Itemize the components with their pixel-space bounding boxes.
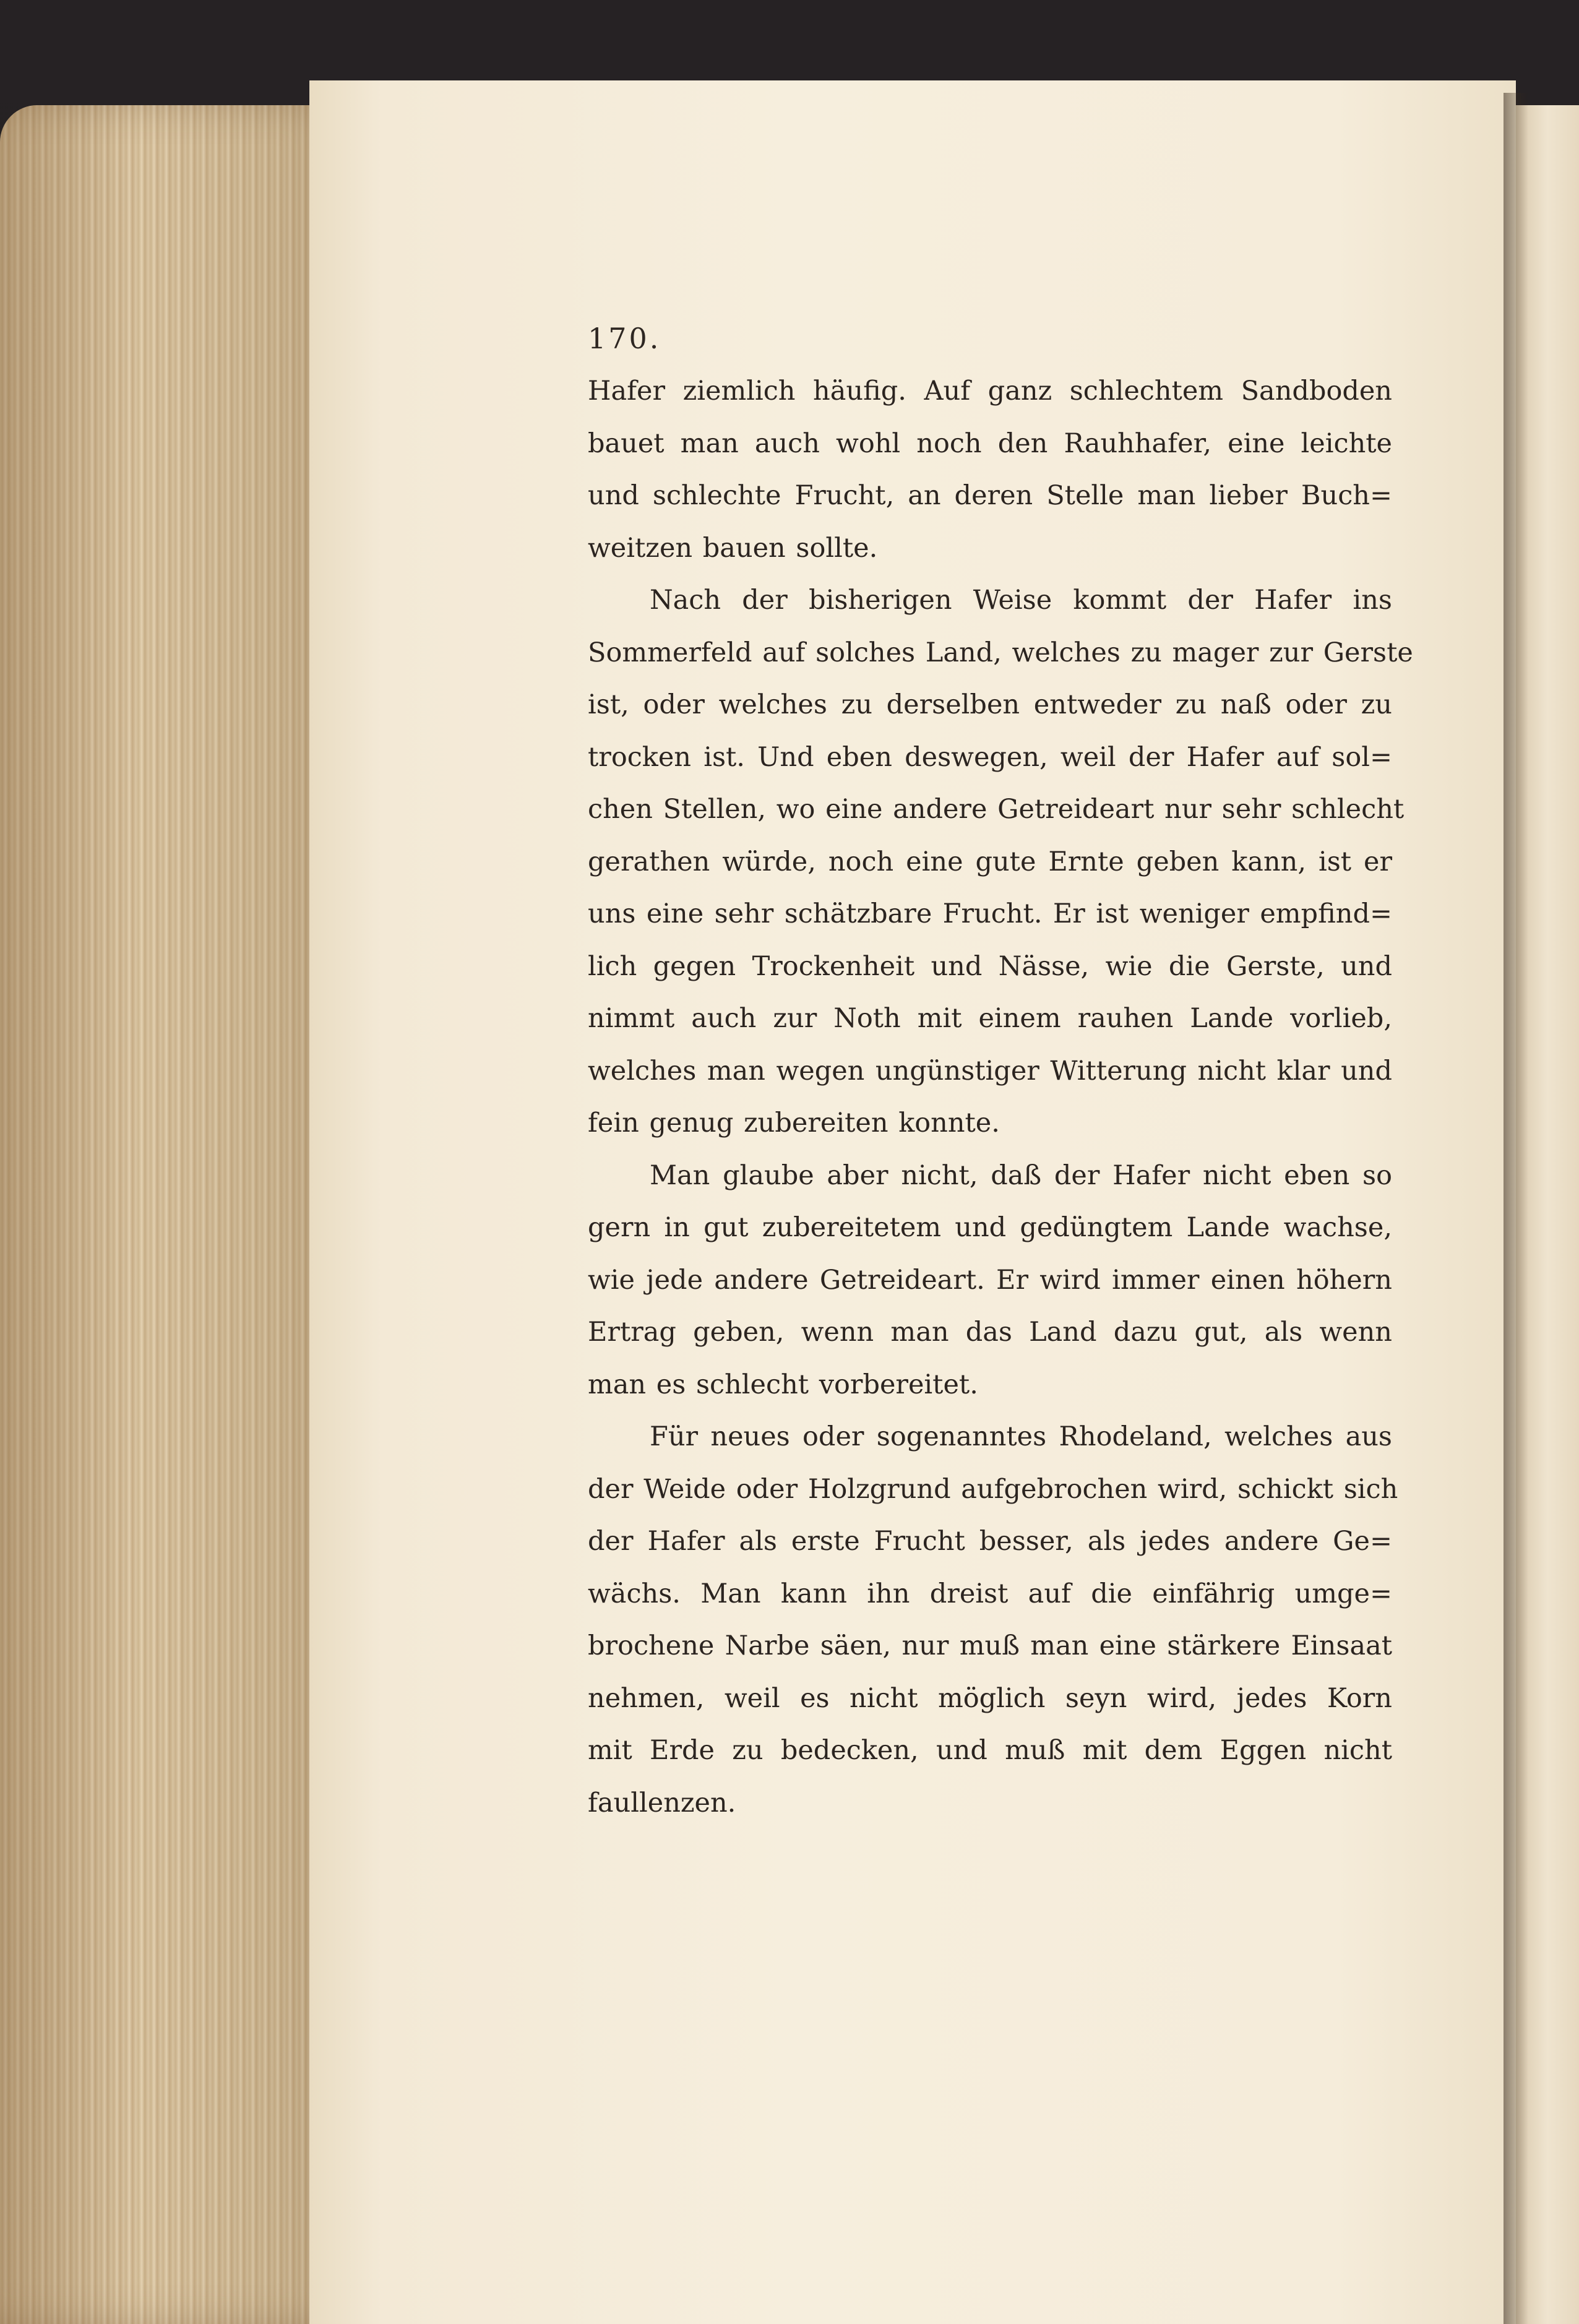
text-line: chen Stellen, wo eine andere Getreideart nur sehr schlecht <box>588 794 1405 825</box>
page-edges <box>0 105 346 2324</box>
text-line: gerathen würde, noch eine gute Ernte geben kann, ist er <box>588 846 1392 877</box>
text-line: Für neues oder sogenanntes Rhodeland, welches aus <box>650 1421 1392 1452</box>
paragraphs <box>588 365 1413 1829</box>
text-line: ist, oder welches zu derselben entweder zu naß oder zu <box>588 689 1392 720</box>
paragraph <box>588 1150 1392 1411</box>
text-line: Nach der bisherigen Weise kommt der Hafer ins <box>650 585 1392 616</box>
text-line: uns eine sehr schätzbare Frucht. Er ist weniger empfind= <box>588 898 1392 929</box>
text-line: fein genug zubereiten konnte. <box>588 1108 1000 1138</box>
text-line: brochene Narbe säen, nur muß man eine stärkere Einsaat <box>588 1630 1392 1661</box>
paragraph <box>588 574 1413 1150</box>
text-line: mit Erde zu bedecken, und muß mit dem Eggen nicht <box>588 1735 1392 1766</box>
text-line: lich gegen Trockenheit und Nässe, wie die Gerste, und <box>588 950 1392 982</box>
text-line: weitzen bauen sollte. <box>588 532 878 564</box>
text-line: Ertrag geben, wenn man das Land dazu gut, als wenn <box>588 1317 1392 1348</box>
page-text <box>588 322 1413 1829</box>
text-line: welches man wegen ungünstiger Witterung nicht klar und <box>588 1055 1392 1087</box>
text-line: der Hafer als erste Frucht besser, als jedes andere Ge= <box>588 1526 1392 1557</box>
text-line: und schlechte Frucht, an deren Stelle man lieber Buch= <box>588 480 1392 511</box>
gutter-shadow <box>1504 93 1528 2324</box>
page-number: 170. <box>588 322 661 355</box>
text-line: trocken ist. Und eben deswegen, weil der Hafer auf sol= <box>588 741 1392 773</box>
text-line: man es schlecht vorbereitet. <box>588 1369 978 1400</box>
text-line: wie jede andere Getreideart. Er wird immer einen höhern <box>588 1264 1392 1296</box>
text-line: der Weide oder Holzgrund aufgebrochen wird, schickt sich <box>588 1473 1398 1505</box>
text-line: nehmen, weil es nicht möglich seyn wird, jedes Korn <box>588 1682 1392 1714</box>
text-line: wächs. Man kann ihn dreist auf die einfährig umge= <box>588 1578 1392 1609</box>
text-line: Sommerfeld auf solches Land, welches zu mager zur Gerste <box>588 637 1413 668</box>
text-line: gern in gut zubereitetem und gedüngtem Lande wachse, <box>588 1212 1392 1243</box>
text-line: Hafer ziemlich häufig. Auf ganz schlechtem Sandboden <box>588 376 1392 407</box>
text-line: nimmt auch zur Noth mit einem rauhen Lande vorlieb, <box>588 1003 1392 1034</box>
text-line: Man glaube aber nicht, daß der Hafer nicht eben so <box>650 1160 1392 1191</box>
paragraph <box>588 365 1392 574</box>
text-line: bauet man auch wohl noch den Rauhhafer, eine leichte <box>588 428 1392 459</box>
paragraph <box>588 1411 1398 1829</box>
text-line: faullenzen. <box>588 1787 736 1818</box>
